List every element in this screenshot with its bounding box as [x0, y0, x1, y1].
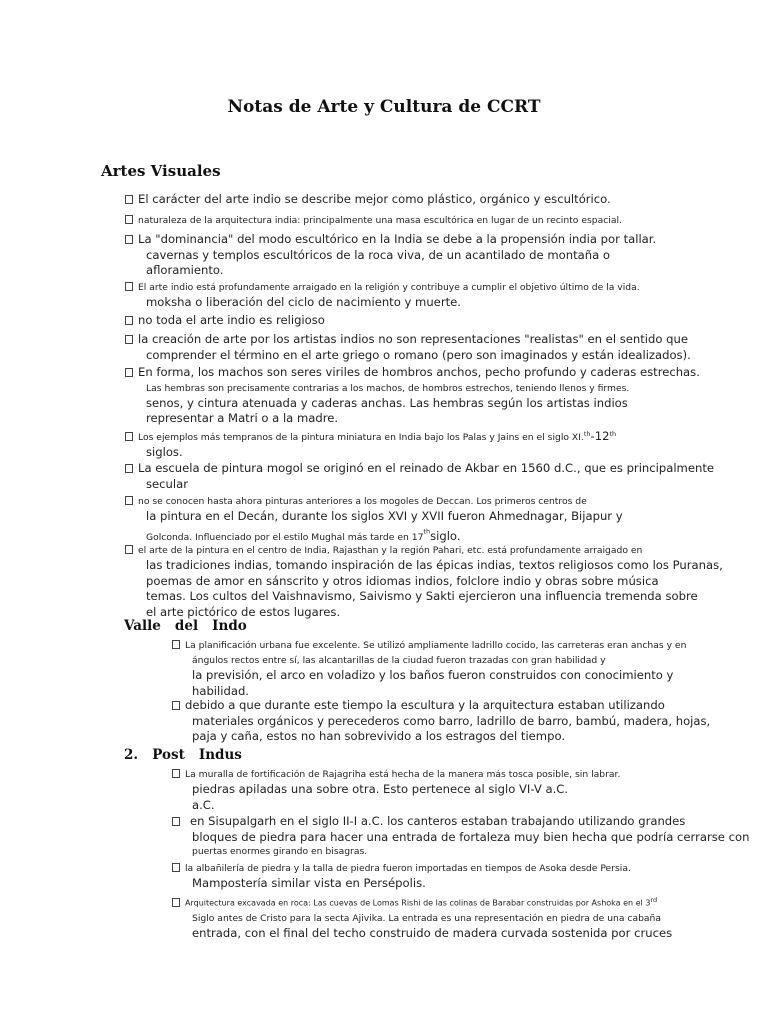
list-item: en Sisupalgarh en el siglo II-I a.C. los canteros estaban trabajando utilizando grandes bloques de piedra para hacer una entrada de fortaleza muy bien hecha que podría cerrarse con puertas enormes girando en bisagras. — [172, 814, 749, 859]
section-heading-post-indus: 2. Post Indus — [124, 747, 242, 763]
checkbox-icon — [125, 195, 133, 204]
list-item: no toda el arte indio es religioso — [125, 313, 325, 329]
checkbox-icon — [172, 817, 180, 826]
list-item: Los ejemplos más tempranos de la pintura miniatura en India bajo los Palas y Jains en el siglo XI.$^{th}$-12th siglos. — [125, 427, 616, 461]
checkbox-icon — [125, 368, 133, 377]
section-heading-artes-visuales: Artes Visuales — [101, 162, 221, 180]
list-item: La planificación urbana fue excelente. Se utilizó ampliamente ladrillo cocido, las carreteras eran anchas y en ángulos rectos entre sí, las alcantarillas de la ciudad fueron trazadas con gran habilidad y la previsión, el arco en voladizo y los baños fueron construidos con conocimiento y habilidad. — [172, 638, 686, 699]
checkbox-icon — [125, 215, 133, 224]
document-title: Notas de Arte y Cultura de CCRT — [227, 97, 541, 117]
checkbox-icon — [125, 432, 133, 441]
list-item: el arte de la pintura en el centro de India, Rajasthan y la región Pahari, etc. está profundamente arraigado en las tradiciones indias, tomando inspiración de las épicas indias, textos religiosos como los Puranas, poemas de amor en sánscrito y otros idiomas indios, folclore indio y obras sobre música temas. Los cultos del Vaishnavismo, Saivismo y Sakti ejercieron una influencia tremenda sobre el arte pictórico de estos lugares. — [125, 543, 723, 620]
checkbox-icon — [125, 545, 133, 554]
checkbox-icon — [125, 316, 133, 325]
section-heading-valle-del-indo: Valle del Indo — [124, 618, 247, 634]
list-item: El arte indio está profundamente arraigado en la religión y contribuye a cumplir el objetivo último de la vida. moksha o liberación del ciclo de nacimiento y muerte. — [125, 280, 640, 311]
checkbox-icon — [172, 863, 180, 872]
checkbox-icon — [125, 335, 133, 344]
list-item: La muralla de fortificación de Rajagriha está hecha de la manera más tosca posible, sin labrar. piedras apiladas una sobre otra. Esto pertenece al siglo VI-V a.C. a.C. — [172, 767, 620, 813]
list-item: la creación de arte por los artistas indios no son representaciones "realistas" en el sentido que comprender el término en el arte griego o romano (pero son imaginados y están idealizados). — [125, 332, 691, 363]
list-item: la albañilería de piedra y la talla de piedra fueron importadas en tiempos de Asoka desde Persia. Mampostería similar vista en Persépolis. — [172, 861, 631, 892]
list-item: En forma, los machos son seres viriles de hombros anchos, pecho profundo y caderas estrechas. Las hembras son precisamente contrarias a los machos, de hombros estrechos, teniendo llenos y firmes. senos, y cintura atenuada y caderas anchas. Las hembras según los artistas indios representar a Matri o a la madre. — [125, 365, 700, 427]
checkbox-icon — [125, 282, 133, 291]
checkbox-icon — [172, 898, 180, 907]
checkbox-icon — [172, 701, 180, 710]
list-item: La escuela de pintura mogol se originó en el reinado de Akbar en 1560 d.C., que es principalmente secular — [125, 461, 714, 492]
checkbox-icon — [172, 640, 180, 649]
list-item: debido a que durante este tiempo la escultura y la arquitectura estaban utilizando materiales orgánicos y perecederos como barro, ladrillo de barro, bambú, madera, hojas, paja y caña, estos no han sobrevivido a los estragos del tiempo. — [172, 698, 710, 745]
list-item: La "dominancia" del modo escultórico en la India se debe a la propensión india por tallar. cavernas y templos escultóricos de la roca viva, de un acantilado de montaña o afloramiento. — [125, 232, 656, 279]
checkbox-icon — [125, 464, 133, 473]
checkbox-icon — [125, 496, 133, 505]
list-item: El carácter del arte indio se describe mejor como plástico, orgánico y escultórico. — [125, 192, 611, 208]
checkbox-icon — [172, 769, 180, 778]
checkbox-icon — [125, 235, 133, 244]
list-item: no se conocen hasta ahora pinturas anteriores a los mogoles de Deccan. Los primeros centros de la pintura en el Decán, durante los siglos XVI y XVII fueron Ahmednagar, Bijapur y Golconda. Influenciado por el estilo Mughal más tarde en 17thsiglo. — [125, 494, 623, 545]
list-item: Arquitectura excavada en roca: Las cuevas de Lomas Rishi de las colinas de Barabar construidas por Ashoka en el 3rd Siglo antes de Cristo para la secta Ajivika. La entrada es una representación en piedra de una cabaña entrada, con el final del techo construido de madera curvada sostenida por cruces — [172, 893, 672, 941]
list-item: naturaleza de la arquitectura india: principalmente una masa escultórica en lugar de un recinto espacial. — [125, 213, 622, 228]
